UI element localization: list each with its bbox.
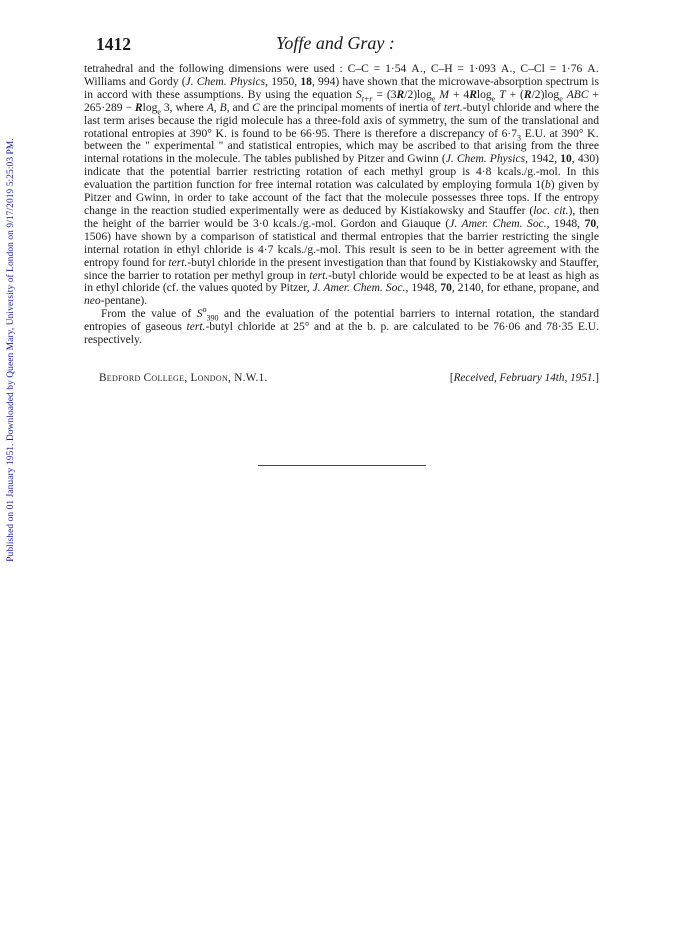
author-address: Bedford College, London, N.W.1. <box>99 372 268 384</box>
download-watermark <box>3 100 19 600</box>
download-watermark-text: Published on 01 January 1951. Downloaded by Queen Mary, University of London on 9/17/2019 5:25:03 PM. <box>6 138 17 562</box>
signature-line <box>99 372 599 384</box>
paragraph-1: tetrahedral and the following dimensions were used : C–C = 1·54 A., C–H = 1·093 A., C–Cl = 1·76 A. Williams and Gordy (J. Chem. Physics, 1950, 18, 994) have shown that the microwave-absorption spectrum is in accord with these assumptions. By using the equation $S_{t+r} = (3R/2)\log_e$ M + 4Rlog$_e$ $T + (R/2)\log_e$ ABC + 265·289 − Rlog$_e$ 3, where A, B, and C are the principal moments of inertia of tert.-butyl chloride and where the last term arises because the rigid molecule has a three-fold axis of symmetry, the sum of the translational and rotational entropies at 390° K. is found to be 66·95. There is therefore a discrepancy of $6\cdot 7_3$ E.U. at 390° K. between the " experimental " and statistical entropies, which may be ascribed to that arising from the three internal rotations in the molecule. The tables published by Pitzer and Gwinn (J. Chem. Physics, 1942, 10, 430) indicate that the potential barrier restricting rotation of each methyl group is 4·8 kcals./g.-mol. In this evaluation the partition function for free internal rotation was calculated by employing formula 1(b) given by Pitzer and Gwinn, in order to take account of the fact that the molecule possesses three tops. If the entropy change in the reaction studied experimentally were as deduced by Kistiakowsky and Stauffer (loc. cit.), then the height of the barrier would be 3·0 kcals./g.-mol. Gordon and Giauque (J. Amer. Chem. Soc., 1948, 70, 1506) have shown by a comparison of statistical and thermal entropies that the barrier restricting the single internal rotation in ethyl chloride is 4·7 kcals./g.-mol. This result is seen to be in better agreement with the entropy found for tert.-butyl chloride in the present investigation than that found by Kistiakowsky and Stauffer, since the barrier to rotation per methyl group in tert.-butyl chloride would be expected to be at least as high as in ethyl chloride (cf. the values quoted by Pitzer, J. Amer. Chem. Soc., 1948, 70, 2140, for ethane, propane, and neo-pentane). <box>84 63 600 308</box>
end-rule <box>258 465 426 466</box>
running-title: Yoffe and Gray : <box>276 33 395 53</box>
article-body <box>84 63 599 347</box>
received-date: [Received, February 14th, 1951.] <box>449 372 599 384</box>
page-number: 1412 <box>96 34 131 54</box>
paragraph-2: From the value of $S^o_{390}$ and the evaluation of the potential barriers to internal rotation, the standard entropies of gaseous tert.-butyl chloride at 25° and at the b. p. are calculated to be 76·06 and 78·35 E.U. respectively. <box>84 305 599 347</box>
